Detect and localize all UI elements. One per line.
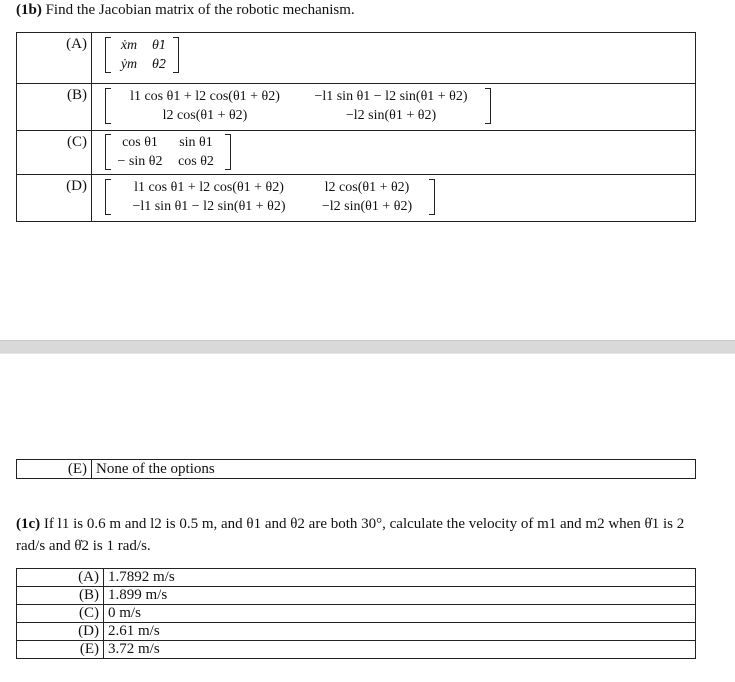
- answer-a-value: 1.7892 m/s: [104, 569, 696, 587]
- answer-e-value: 3.72 m/s: [104, 641, 696, 659]
- matrix-cell: l2 cos(θ1 + θ2): [162, 108, 248, 123]
- option-a-matrix-cell: [92, 33, 696, 84]
- option-d-label-cell: [17, 175, 92, 222]
- answer-c-value: 0 m/s: [104, 605, 696, 623]
- option-b-matrix-cell: [92, 84, 696, 131]
- question-1b-title: [16, 2, 355, 19]
- option-d-matrix-cell: [92, 175, 696, 222]
- option-c-matrix: [112, 133, 224, 171]
- option-b-label-cell: [17, 84, 92, 131]
- matrix-cell: ẋm: [120, 38, 138, 53]
- option-e-text: None of the options: [92, 460, 696, 479]
- option-d-matrix: [112, 178, 428, 216]
- question-1b-label: (1b): [16, 2, 42, 18]
- answer-b-value: 1.899 m/s: [104, 587, 696, 605]
- matrix-cell: − sin θ2: [117, 154, 163, 169]
- option-c-label: (C): [67, 134, 87, 150]
- answer-d-row[interactable]: [17, 623, 696, 641]
- matrix-cell: sin θ1: [179, 135, 213, 150]
- answer-a-label: (A): [17, 569, 104, 587]
- matrix-cell: l1 cos θ1 + l2 cos(θ1 + θ2): [130, 89, 280, 104]
- matrix-cell: l1 cos θ1 + l2 cos(θ1 + θ2): [134, 180, 284, 195]
- bracket-left: [105, 37, 111, 73]
- matrix-cell: l2 cos(θ1 + θ2): [324, 180, 410, 195]
- option-c-row[interactable]: [17, 131, 696, 175]
- option-e-label: (E): [67, 460, 87, 477]
- answer-b-label: (B): [17, 587, 104, 605]
- answer-b-row[interactable]: [17, 587, 696, 605]
- matrix-cell: θ̇1: [152, 38, 166, 53]
- option-b-matrix: [112, 87, 484, 125]
- option-a-label: (A): [66, 36, 87, 52]
- option-d-row[interactable]: [17, 175, 696, 222]
- question-1b-text: Find the Jacobian matrix of the robotic mechanism.: [45, 2, 355, 18]
- matrix-cell: −l1 sin θ1 − l2 sin(θ1 + θ2): [314, 89, 468, 104]
- matrix-cell: ẏm: [120, 57, 138, 72]
- option-e-table: [16, 459, 696, 479]
- bracket-right: [429, 179, 435, 215]
- answer-e-label: (E): [17, 641, 104, 659]
- question-1c: [16, 513, 716, 557]
- answer-a-row[interactable]: [17, 569, 696, 587]
- question-1c-options-table: [16, 568, 696, 659]
- matrix-cell: cos θ1: [122, 135, 158, 150]
- answer-d-value: 2.61 m/s: [104, 623, 696, 641]
- option-c-matrix-cell: [92, 131, 696, 175]
- option-e-row[interactable]: [17, 460, 696, 479]
- option-e-label-cell: [17, 460, 92, 479]
- bracket-right: [485, 88, 491, 124]
- option-a-row[interactable]: [17, 33, 696, 84]
- page-divider: [0, 340, 735, 354]
- bracket-left: [105, 134, 111, 170]
- answer-c-row[interactable]: [17, 605, 696, 623]
- answer-e-row[interactable]: [17, 641, 696, 659]
- answer-c-label: (C): [17, 605, 104, 623]
- matrix-cell: −l2 sin(θ1 + θ2): [345, 108, 437, 123]
- bracket-left: [105, 88, 111, 124]
- matrix-cell: −l1 sin θ1 − l2 sin(θ1 + θ2): [132, 199, 286, 214]
- question-1c-text: If l1 is 0.6 m and l2 is 0.5 m, and θ1 and θ2 are both 30°, calculate the velocity of m1 and m2 when θ̇1 is 2 rad/s and θ̇2 is 1 rad/s.: [16, 516, 685, 554]
- matrix-cell: −l2 sin(θ1 + θ2): [321, 199, 413, 214]
- option-d-label: (D): [66, 178, 87, 194]
- question-1c-label: (1c): [16, 516, 41, 532]
- question-1b-options-table: [16, 32, 696, 222]
- option-b-row[interactable]: [17, 84, 696, 131]
- matrix-cell: cos θ2: [178, 154, 214, 169]
- answer-d-label: (D): [17, 623, 104, 641]
- option-a-label-cell: [17, 33, 92, 84]
- option-a-matrix: [112, 36, 172, 74]
- bracket-right: [225, 134, 231, 170]
- bracket-left: [105, 179, 111, 215]
- option-c-label-cell: [17, 131, 92, 175]
- option-b-label: (B): [67, 87, 87, 103]
- bracket-right: [173, 37, 179, 73]
- matrix-cell: θ̇2: [152, 57, 166, 72]
